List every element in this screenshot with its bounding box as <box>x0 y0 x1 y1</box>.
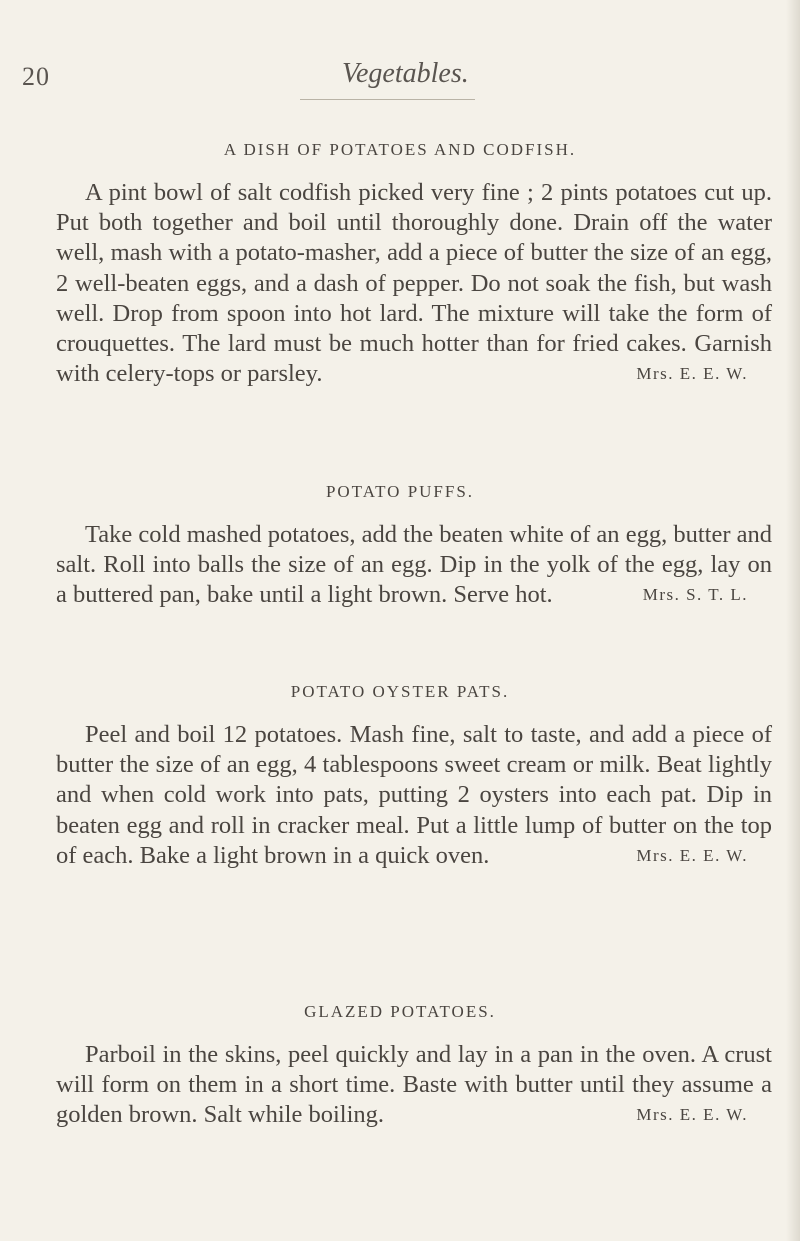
recipe-attribution: Mrs. S. T. L. <box>642 585 748 605</box>
page-number: 20 <box>22 62 50 91</box>
recipe-attribution: Mrs. E. E. W. <box>636 1105 748 1125</box>
running-head <box>0 58 800 98</box>
running-title: Vegetables. <box>342 58 469 89</box>
recipe-text: Peel and boil 12 potatoes. Mash fine, salt to taste, and add a piece of butter the size of an egg, 4 tablespoons sweet cream or milk. Beat lightly and when cold work into pats, putting 2 oysters into each pat. Dip in beaten egg and roll in cracker meal. Put a little lump of butter on the top of each. Bake a light brown in a quick oven. <box>56 721 772 869</box>
recipe-title-potato-oyster-pats: POTATO OYSTER PATS. <box>290 682 510 701</box>
recipe-body-glazed-potatoes <box>56 1040 772 1131</box>
recipe-body-potato-oyster-pats <box>56 720 772 871</box>
recipe-title-potatoes-codfish: A DISH OF POTATOES AND CODFISH. <box>223 140 577 159</box>
recipe-title-glazed-potatoes: GLAZED POTATOES. <box>304 1002 496 1021</box>
recipe-attribution: Mrs. E. E. W. <box>636 364 748 384</box>
recipe-text: Parboil in the skins, peel quickly and lay in a pan in the oven. A crust will form on them in a short time. Baste with butter until they assume a golden brown. Salt while boiling. <box>56 1041 772 1129</box>
header-rule <box>300 99 475 100</box>
recipe-body-potatoes-codfish <box>56 178 772 389</box>
page-edge-shadow <box>786 0 800 1241</box>
recipe-attribution: Mrs. E. E. W. <box>636 845 748 865</box>
recipe-text: A pint bowl of salt codfish picked very fine ; 2 pints potatoes cut up. Put both together and boil until thoroughly done. Drain off the water well, mash with a potato-masher, add a piece of butter the size of an egg, 2 well-beaten eggs, and a dash of pepper. Do not soak the fish, but wash well. Drop from spoon into hot lard. The mixture will take the form of crouquettes. The lard must be much hotter than for fried cakes. Garnish with celery-tops or parsley. <box>56 179 772 388</box>
recipe-text: Take cold mashed potatoes, add the beaten white of an egg, butter and salt. Roll into balls the size of an egg. Dip in the yolk of the egg, lay on a buttered pan, bake until a light brown. Serve hot. <box>56 521 772 609</box>
recipe-title-potato-puffs: POTATO PUFFS. <box>325 482 475 501</box>
recipe-body-potato-puffs <box>56 520 772 611</box>
